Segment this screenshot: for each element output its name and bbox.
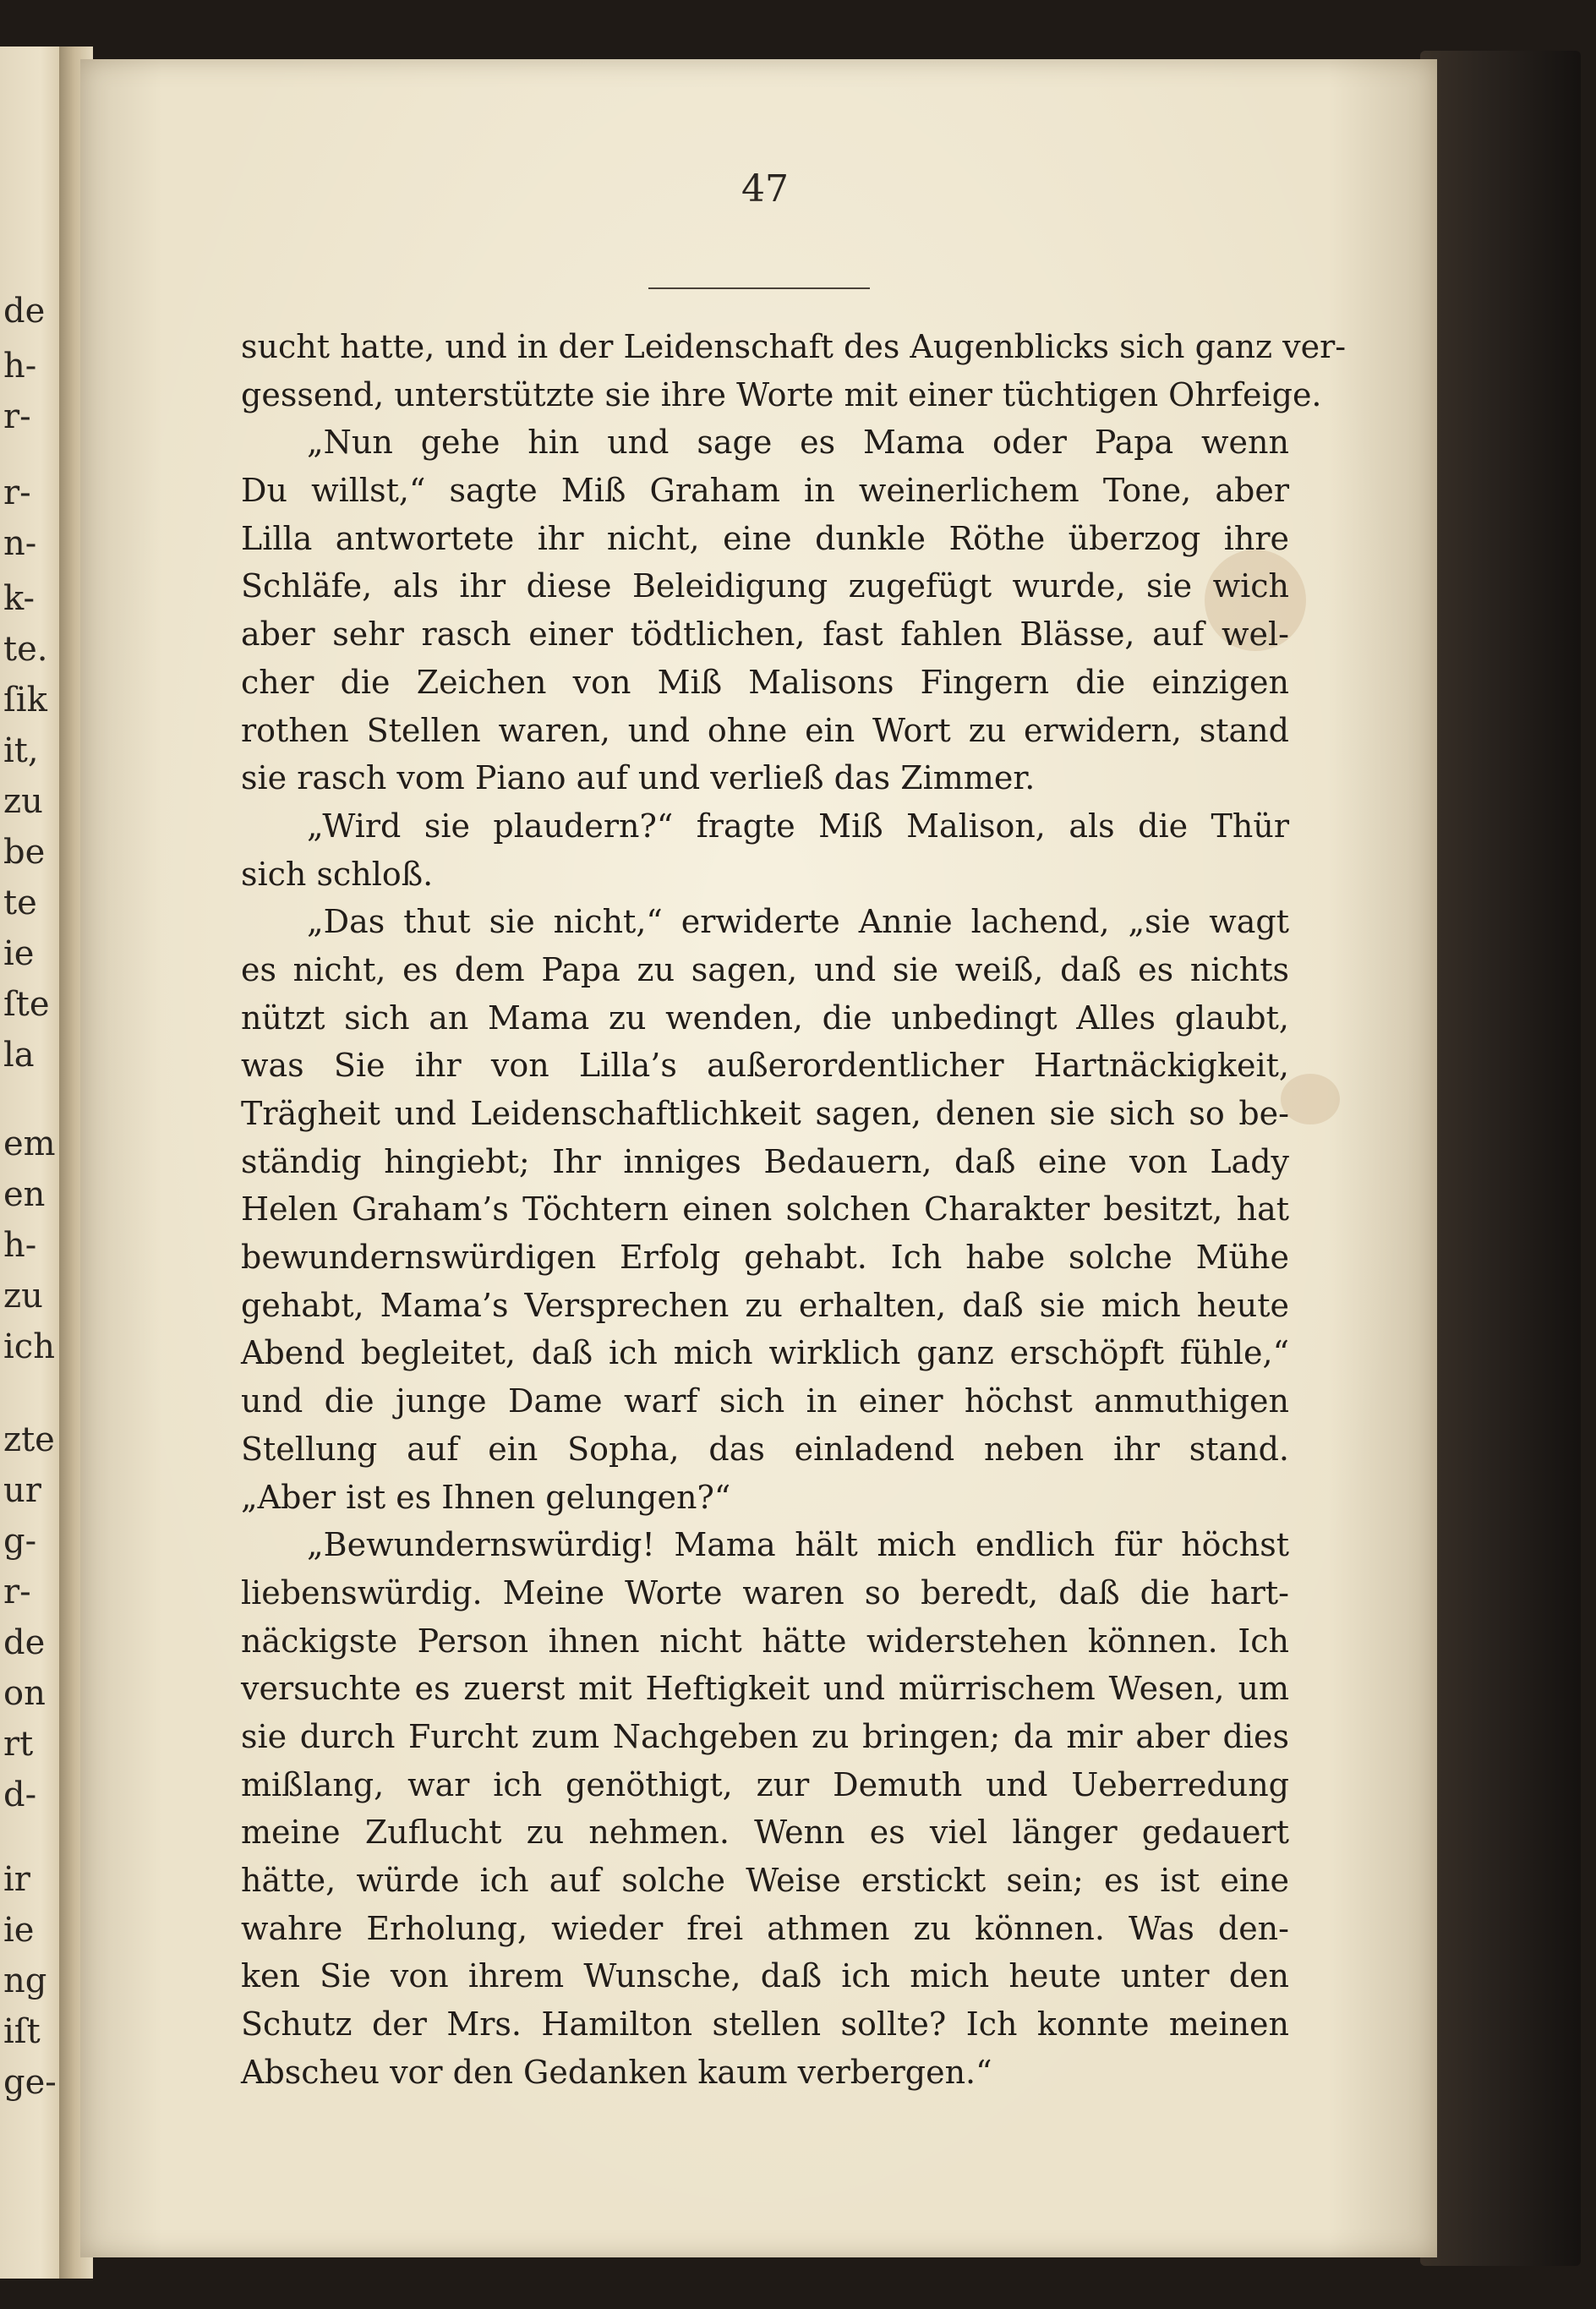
text-line: ständig hingiebt; Ihr inniges Bedauern, daß eine von Lady <box>241 1142 1289 1180</box>
text-line: Trägheit und Leidenschaftlichkeit sagen, denen sie sich so be- <box>241 1095 1289 1132</box>
facing-page-fragment: be <box>3 833 46 872</box>
facing-page-fragment: h- <box>3 1226 37 1265</box>
book-page <box>80 59 1437 2257</box>
facing-page-fragment: r- <box>3 473 31 512</box>
text-line: gehabt, Mama’s Versprechen zu erhalten, daß sie mich heute <box>241 1286 1289 1324</box>
book-cover-edge <box>1420 51 1581 2266</box>
text-line: rothen Stellen waren, und ohne ein Wort zu erwidern, stand <box>241 711 1289 749</box>
text-line: aber sehr rasch einer tödtlichen, fast fahlen Blässe, auf wel- <box>241 616 1289 654</box>
facing-page-fragment: zu <box>3 782 43 821</box>
facing-page-fragment: de <box>3 292 46 331</box>
text-line: versuchte es zuerst mit Heftigkeit und mürrischem Wesen, um <box>241 1670 1289 1708</box>
facing-page-fragment: zu <box>3 1277 43 1316</box>
facing-page-fragment: on <box>3 1674 46 1713</box>
facing-page-fragment: r- <box>3 397 31 436</box>
facing-page-fragment: ie <box>3 934 35 973</box>
facing-page-fragment: te <box>3 884 37 922</box>
facing-page-fragment: g- <box>3 1522 37 1561</box>
text-line: liebenswürdig. Meine Worte waren so beredt, daß die hart- <box>241 1573 1289 1611</box>
text-line: wahre Erholung, wieder frei athmen zu können. Was den- <box>241 1909 1289 1947</box>
facing-page-fragment: ng <box>3 1962 47 2000</box>
text-line: Abend begleitet, daß ich mich wirklich ganz erschöpft fühle,“ <box>241 1334 1289 1372</box>
text-line: meine Zuflucht zu nehmen. Wenn es viel länger gedauert <box>241 1814 1289 1852</box>
text-line: Schläfe, als ihr diese Beleidigung zugefügt wurde, sie wich <box>241 567 1289 605</box>
text-line: sie durch Furcht zum Nachgeben zu bringen; da mir aber dies <box>241 1717 1289 1755</box>
text-line: „Das thut sie nicht,“ erwiderte Annie lachend, „sie wagt <box>307 903 1289 941</box>
facing-page-fragment: zte <box>3 1420 55 1459</box>
facing-page-fragment: ſik <box>3 681 47 720</box>
text-line: und die junge Dame warf sich in einer höchst anmuthigen <box>241 1382 1289 1420</box>
facing-page-fragment: ir <box>3 1860 30 1899</box>
facing-page-fragment: en <box>3 1175 46 1214</box>
text-line: es nicht, es dem Papa zu sagen, und sie weiß, daß es nichts <box>241 950 1289 988</box>
facing-page-fragment: ſte <box>3 985 50 1024</box>
text-line: sucht hatte, und in der Leidenschaft des Augenblicks sich ganz ver- <box>241 328 1347 365</box>
facing-page-fragment: r- <box>3 1573 31 1611</box>
text-line: mißlang, war ich genöthigt, zur Demuth und Ueberredung <box>241 1765 1289 1803</box>
text-line: cher die Zeichen von Miß Malisons Fingern die einzigen <box>241 663 1289 701</box>
text-line: hätte, würde ich auf solche Weise erstickt sein; es ist eine <box>241 1862 1289 1899</box>
facing-page-fragment: la <box>3 1036 35 1075</box>
facing-page-fragment: ie <box>3 1911 35 1950</box>
text-line: gessend, unterstützte sie ihre Worte mit einer tüchtigen Ohrfeige. <box>241 375 1322 413</box>
text-line: Du willst,“ sagte Miß Graham in weinerlichem Tone, aber <box>241 472 1289 510</box>
text-line: Abscheu vor den Gedanken kaum verbergen.“ <box>241 2053 992 2091</box>
header-rule <box>648 287 870 289</box>
paper-stain <box>1281 1074 1340 1124</box>
text-line: Lilla antwortete ihr nicht, eine dunkle Röthe überzog ihre <box>241 519 1289 557</box>
facing-page-fragment: iſt <box>3 2012 41 2051</box>
text-line: „Wird sie plaudern?“ fragte Miß Malison, als die Thür <box>307 807 1289 845</box>
facing-page-fragment: k- <box>3 579 36 618</box>
facing-page-fragment: d- <box>3 1776 37 1814</box>
facing-page-fragment: h- <box>3 347 37 386</box>
text-line: „Aber ist es Ihnen gelungen?“ <box>241 1478 731 1516</box>
facing-page-edge <box>0 47 68 2279</box>
facing-page-fragment: ich <box>3 1327 55 1366</box>
facing-page-fragment: it, <box>3 731 39 770</box>
text-line: bewundernswürdigen Erfolg gehabt. Ich habe solche Mühe <box>241 1239 1289 1277</box>
text-line: sich schloß. <box>241 855 434 893</box>
text-line: Stellung auf ein Sopha, das einladend neben ihr stand. <box>241 1430 1289 1468</box>
text-line: was Sie ihr von Lilla’s außerordentlicher Hartnäckigkeit, <box>241 1047 1289 1085</box>
facing-page-fragment: em <box>3 1124 56 1163</box>
text-line: Schutz der Mrs. Hamilton stellen sollte? Ich konnte meinen <box>241 2005 1289 2044</box>
facing-page-fragment: n- <box>3 524 37 563</box>
text-line: sie rasch vom Piano auf und verließ das Zimmer. <box>241 759 1036 797</box>
text-line: näckigste Person ihnen nicht hätte widerstehen können. Ich <box>241 1622 1289 1660</box>
text-line: nützt sich an Mama zu wenden, die unbedingt Alles glaubt, <box>241 999 1289 1037</box>
text-line: ken Sie von ihrem Wunsche, daß ich mich heute unter den <box>241 1957 1289 1995</box>
text-line: „Bewundernswürdig! Mama hält mich endlich für höchst <box>307 1526 1289 1564</box>
facing-page-fragment: ge- <box>3 2063 57 2102</box>
facing-page-fragment: te. <box>3 630 48 669</box>
facing-page-fragment: de <box>3 1623 46 1662</box>
text-line: „Nun gehe hin und sage es Mama oder Papa wenn <box>307 424 1289 462</box>
text-line: Helen Graham’s Töchtern einen solchen Charakter besitzt, hat <box>241 1190 1289 1228</box>
page-number: 47 <box>741 167 789 211</box>
facing-page-fragment: ur <box>3 1471 41 1510</box>
facing-page-fragment: rt <box>3 1725 34 1764</box>
body-text <box>241 323 1347 2096</box>
